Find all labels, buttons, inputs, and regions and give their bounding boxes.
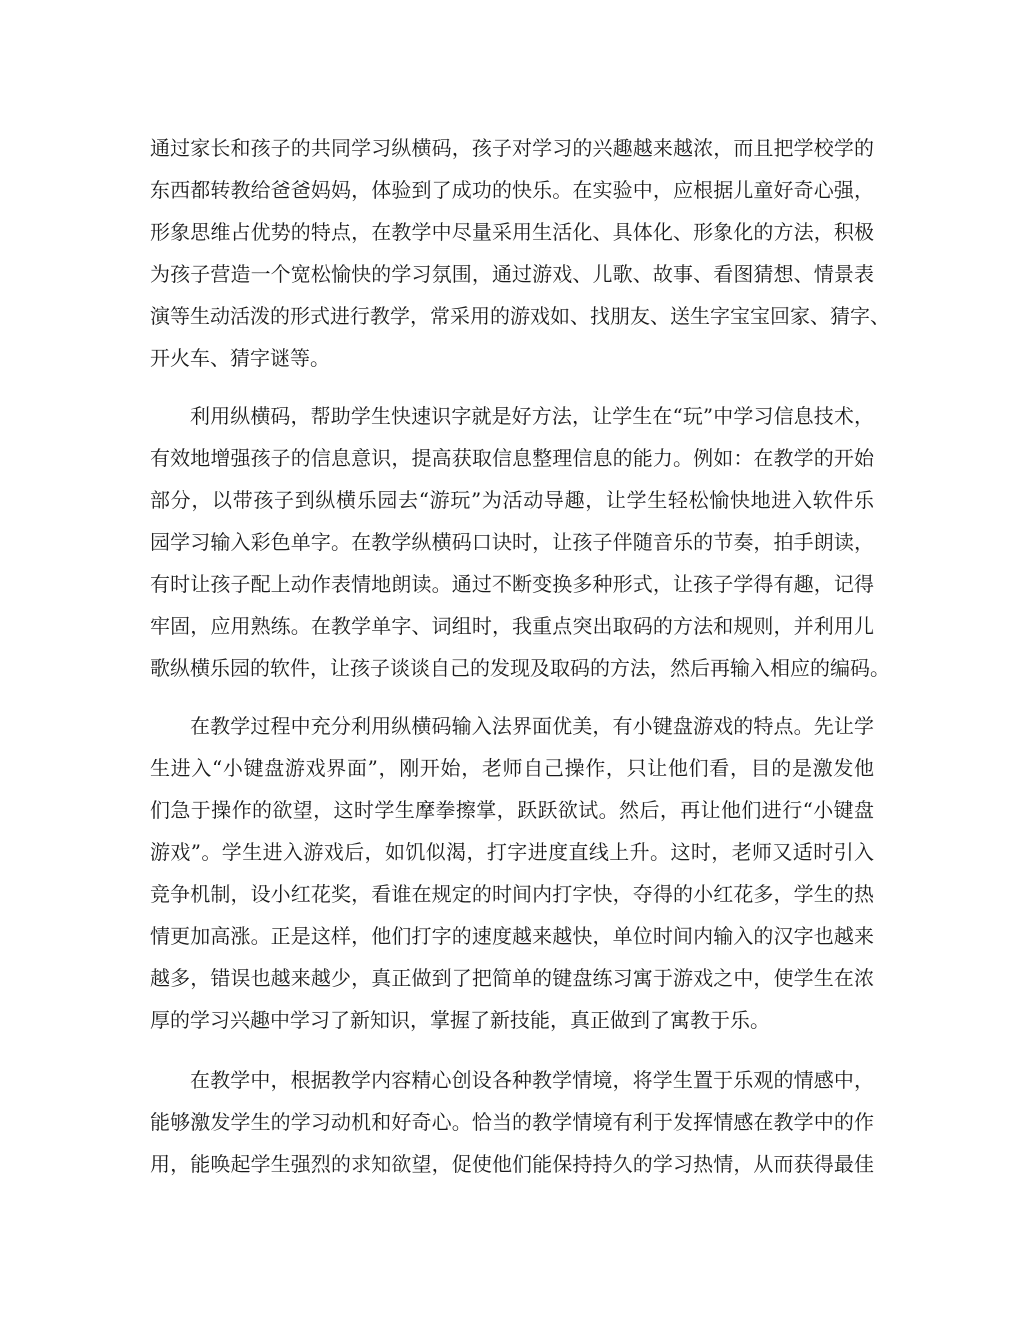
paragraph-3-line-1: 在教学过程中充分利用纵横码输入法界面优美，有小键盘游戏的特点。先让学: [190, 714, 874, 738]
paragraph-2-line-4: 园学习输入彩色单字。在教学纵横码口诀时，让孩子伴随音乐的节奏，拍手朗读，: [150, 530, 874, 554]
paragraph-3-line-6: 情更加高涨。正是这样，他们打字的速度越来越快，单位时间内输入的汉字也越来: [150, 924, 874, 948]
paragraph-2-line-1: 利用纵横码，帮助学生快速识字就是好方法，让学生在“玩”中学习信息技术，: [190, 404, 874, 428]
paragraph-1-line-1: 通过家长和孩子的共同学习纵横码，孩子对学习的兴趣越来越浓，而且把学校学的: [150, 136, 874, 160]
paragraph-3-line-2: 生进入“小键盘游戏界面”，刚开始，老师自己操作，只让他们看，目的是激发他: [150, 756, 874, 780]
paragraph-1-line-2: 东西都转教给爸爸妈妈，体验到了成功的快乐。在实验中，应根据儿童好奇心强，: [150, 178, 874, 202]
paragraph-4-line-3: 用，能唤起学生强烈的求知欲望，促使他们能保持持久的学习热情，从而获得最佳: [150, 1152, 874, 1176]
paragraph-3-line-4: 游戏”。学生进入游戏后，如饥似渴，打字进度直线上升。这时，老师又适时引入: [150, 840, 874, 864]
paragraph-1-line-6: 开火车、猜字谜等。: [150, 346, 330, 370]
paragraph-1-line-5: 演等生动活泼的形式进行教学，常采用的游戏如、找朋友、送生字宝宝回家、猜字、: [150, 304, 890, 328]
paragraph-2-line-7: 歌纵横乐园的软件，让孩子谈谈自己的发现及取码的方法，然后再输入相应的编码。: [150, 656, 890, 680]
paragraph-2-line-3: 部分，以带孩子到纵横乐园去“游玩”为活动导趣，让学生轻松愉快地进入软件乐: [150, 488, 874, 512]
paragraph-1-line-4: 为孩子营造一个宽松愉快的学习氛围，通过游戏、儿歌、故事、看图猜想、情景表: [150, 262, 874, 286]
paragraph-2-line-2: 有效地增强孩子的信息意识，提高获取信息整理信息的能力。例如：在教学的开始: [150, 446, 874, 470]
paragraph-3-line-8: 厚的学习兴趣中学习了新知识，掌握了新技能，真正做到了寓教于乐。: [150, 1008, 770, 1032]
paragraph-3-line-7: 越多，错误也越来越少，真正做到了把简单的键盘练习寓于游戏之中，使学生在浓: [150, 966, 874, 990]
paragraph-2-line-5: 有时让孩子配上动作表情地朗读。通过不断变换多种形式，让孩子学得有趣，记得: [150, 572, 874, 596]
paragraph-2-line-6: 牢固，应用熟练。在教学单字、词组时，我重点突出取码的方法和规则，并利用儿: [150, 614, 874, 638]
paragraph-4-line-2: 能够激发学生的学习动机和好奇心。恰当的教学情境有利于发挥情感在教学中的作: [150, 1110, 874, 1134]
paragraph-4-line-1: 在教学中，根据教学内容精心创设各种教学情境，将学生置于乐观的情感中，: [190, 1068, 874, 1092]
paragraph-3-line-5: 竞争机制，设小红花奖，看谁在规定的时间内打字快，夺得的小红花多，学生的热: [150, 882, 874, 906]
paragraph-1-line-3: 形象思维占优势的特点，在教学中尽量采用生活化、具体化、形象化的方法，积极: [150, 220, 874, 244]
paragraph-3-line-3: 们急于操作的欲望，这时学生摩拳擦掌，跃跃欲试。然后，再让他们进行“小键盘: [150, 798, 874, 822]
